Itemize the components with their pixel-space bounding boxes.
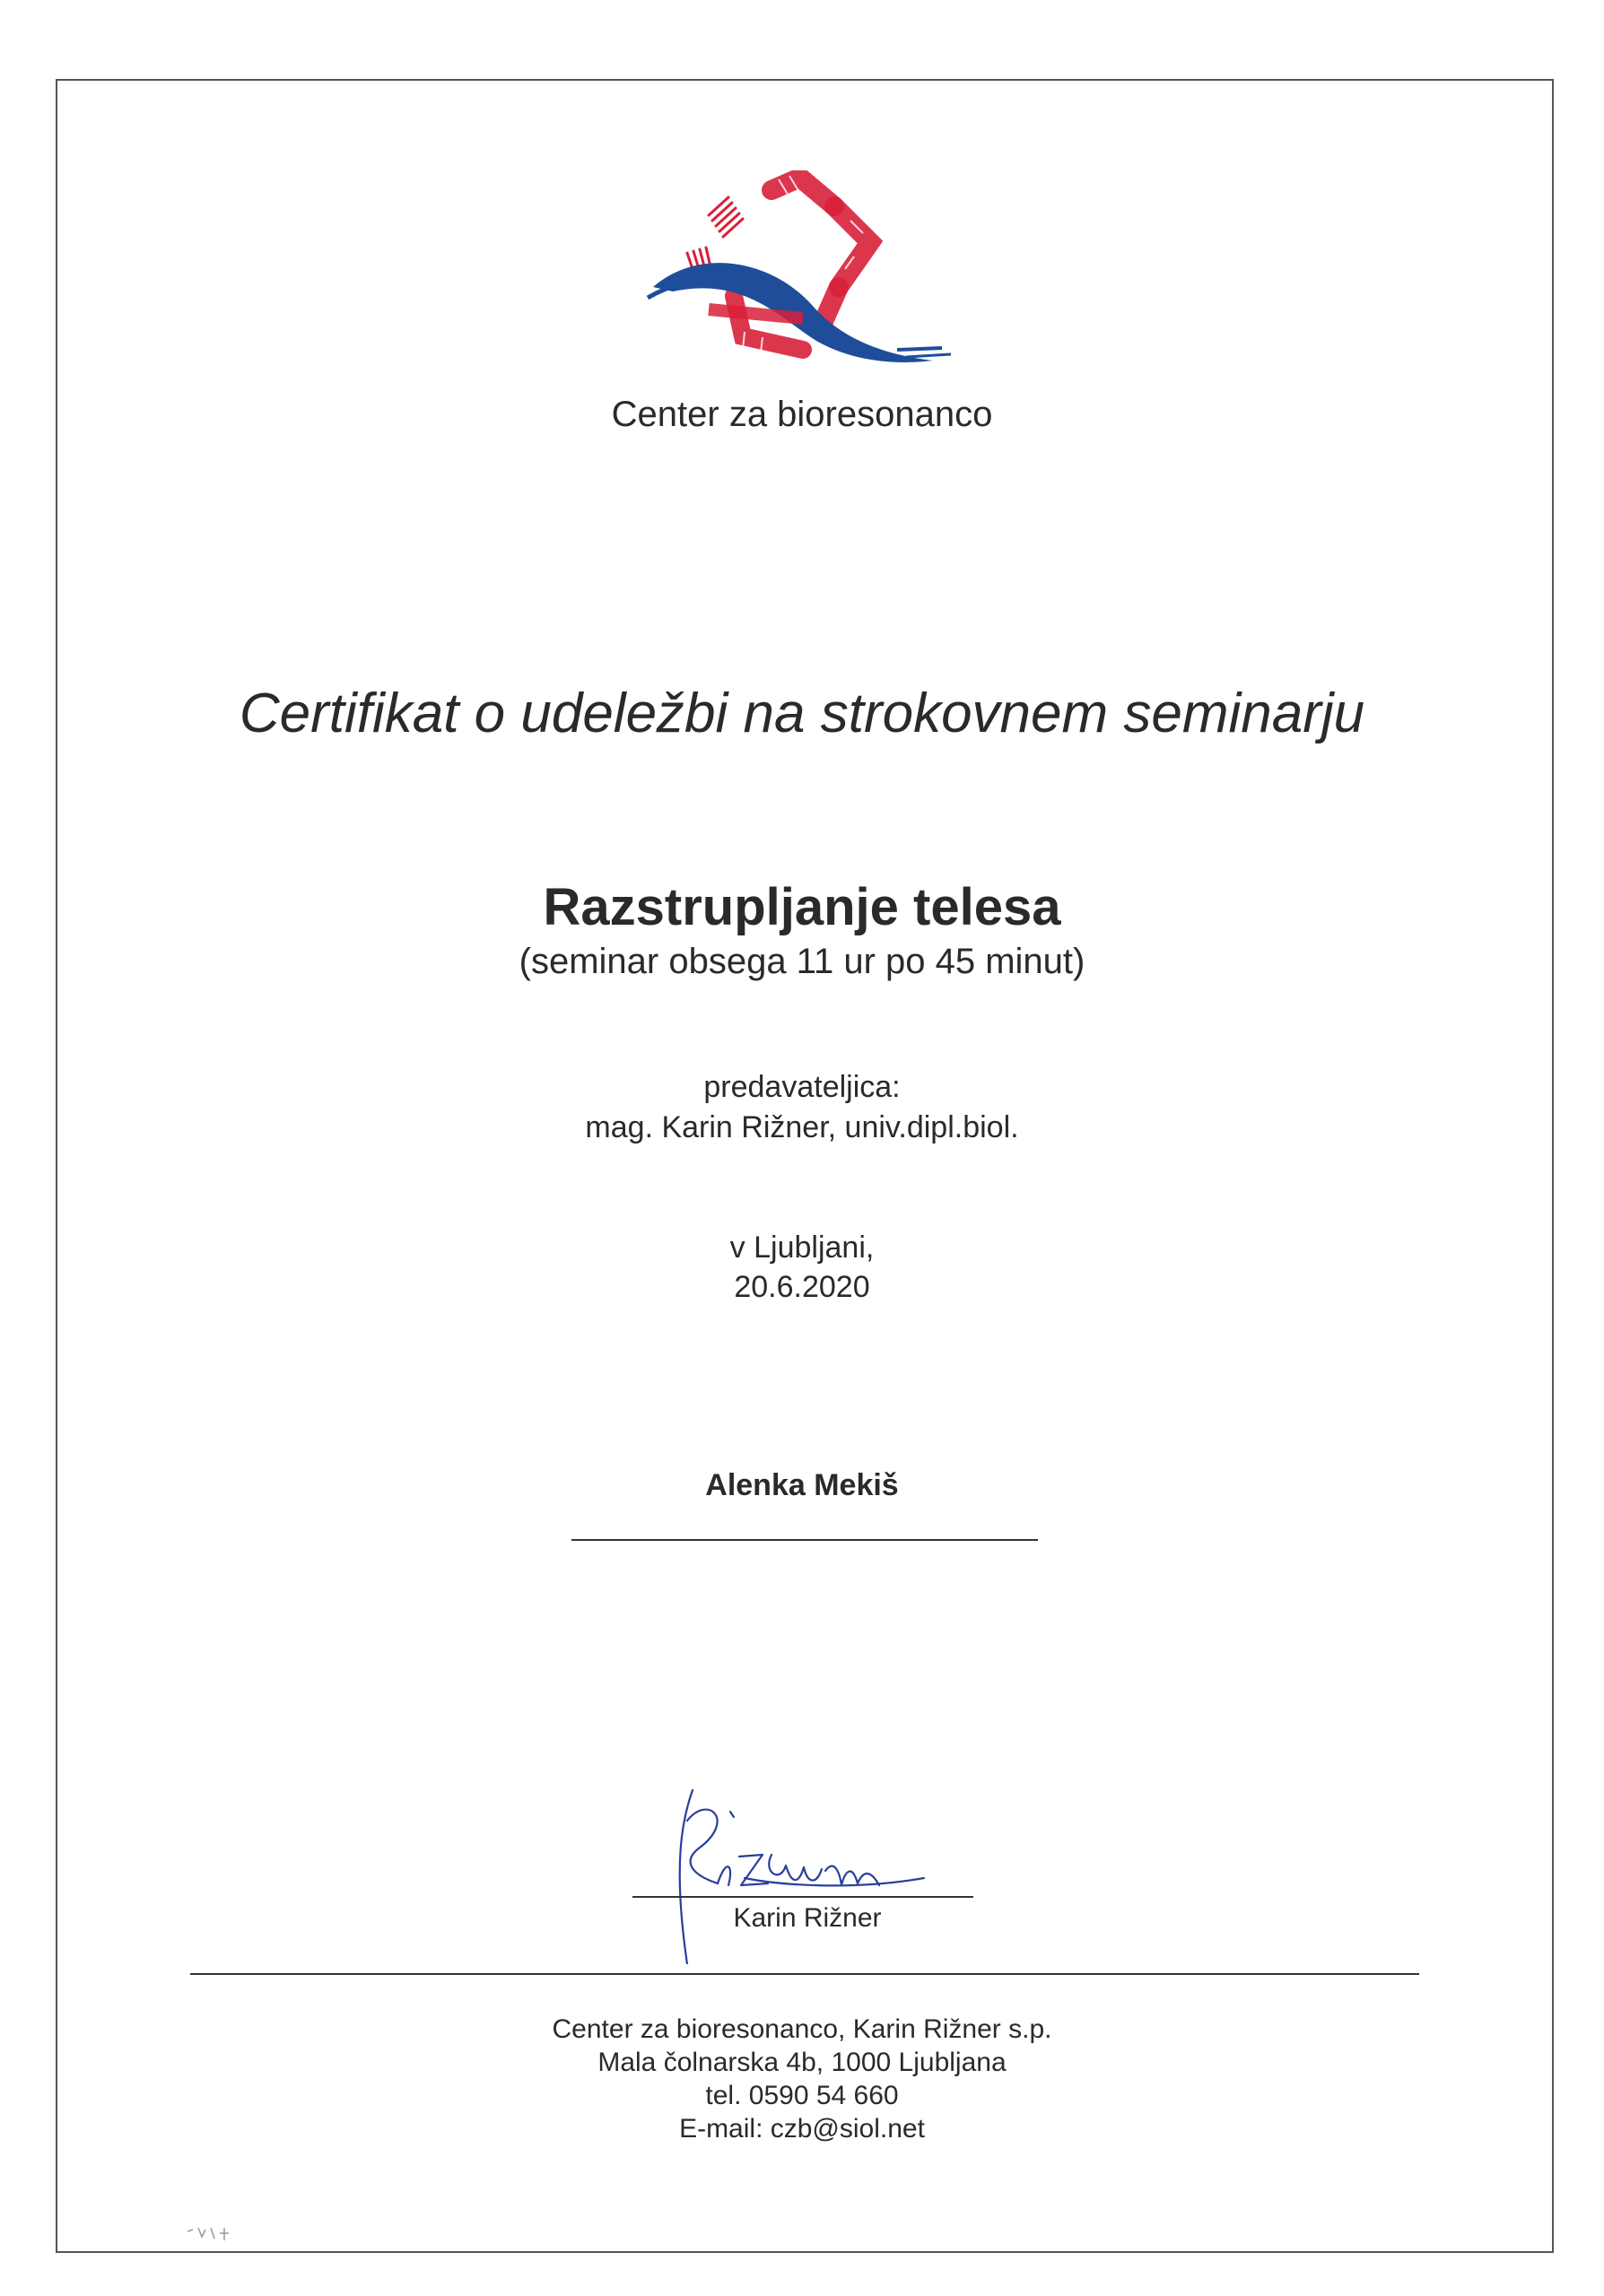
scan-mark-icon (184, 2222, 238, 2244)
date: 20.6.2020 (734, 1270, 870, 1304)
footer-email: E-mail: czb@siol.net (679, 2114, 925, 2144)
footer-company: Center za bioresonanco, Karin Rižner s.p. (552, 2014, 1052, 2044)
seminar-title: Razstrupljanje telesa (543, 878, 1061, 936)
org-name: Center za bioresonanco (611, 395, 993, 434)
participant-underline (571, 1539, 1038, 1541)
lecturer-name: mag. Karin Rižner, univ.dipl.biol. (585, 1110, 1019, 1144)
signer-name: Karin Rižner (733, 1903, 882, 1933)
place: v Ljubljani, (729, 1231, 875, 1265)
footer-divider (190, 1973, 1419, 1975)
seminar-subtitle: (seminar obsega 11 ur po 45 minut) (519, 942, 1085, 981)
lecturer-label: predavateljica: (703, 1070, 901, 1104)
bioresonance-logo-icon (646, 170, 960, 404)
footer-phone: tel. 0590 54 660 (705, 2081, 899, 2110)
signature-line (632, 1896, 973, 1898)
handwritten-signature-icon (628, 1785, 969, 1964)
participant-name: Alenka Mekiš (705, 1468, 899, 1502)
certificate-title: Certifikat o udeležbi na strokovnem seminarju (239, 683, 1365, 744)
footer-address: Mala čolnarska 4b, 1000 Ljubljana (597, 2048, 1007, 2077)
